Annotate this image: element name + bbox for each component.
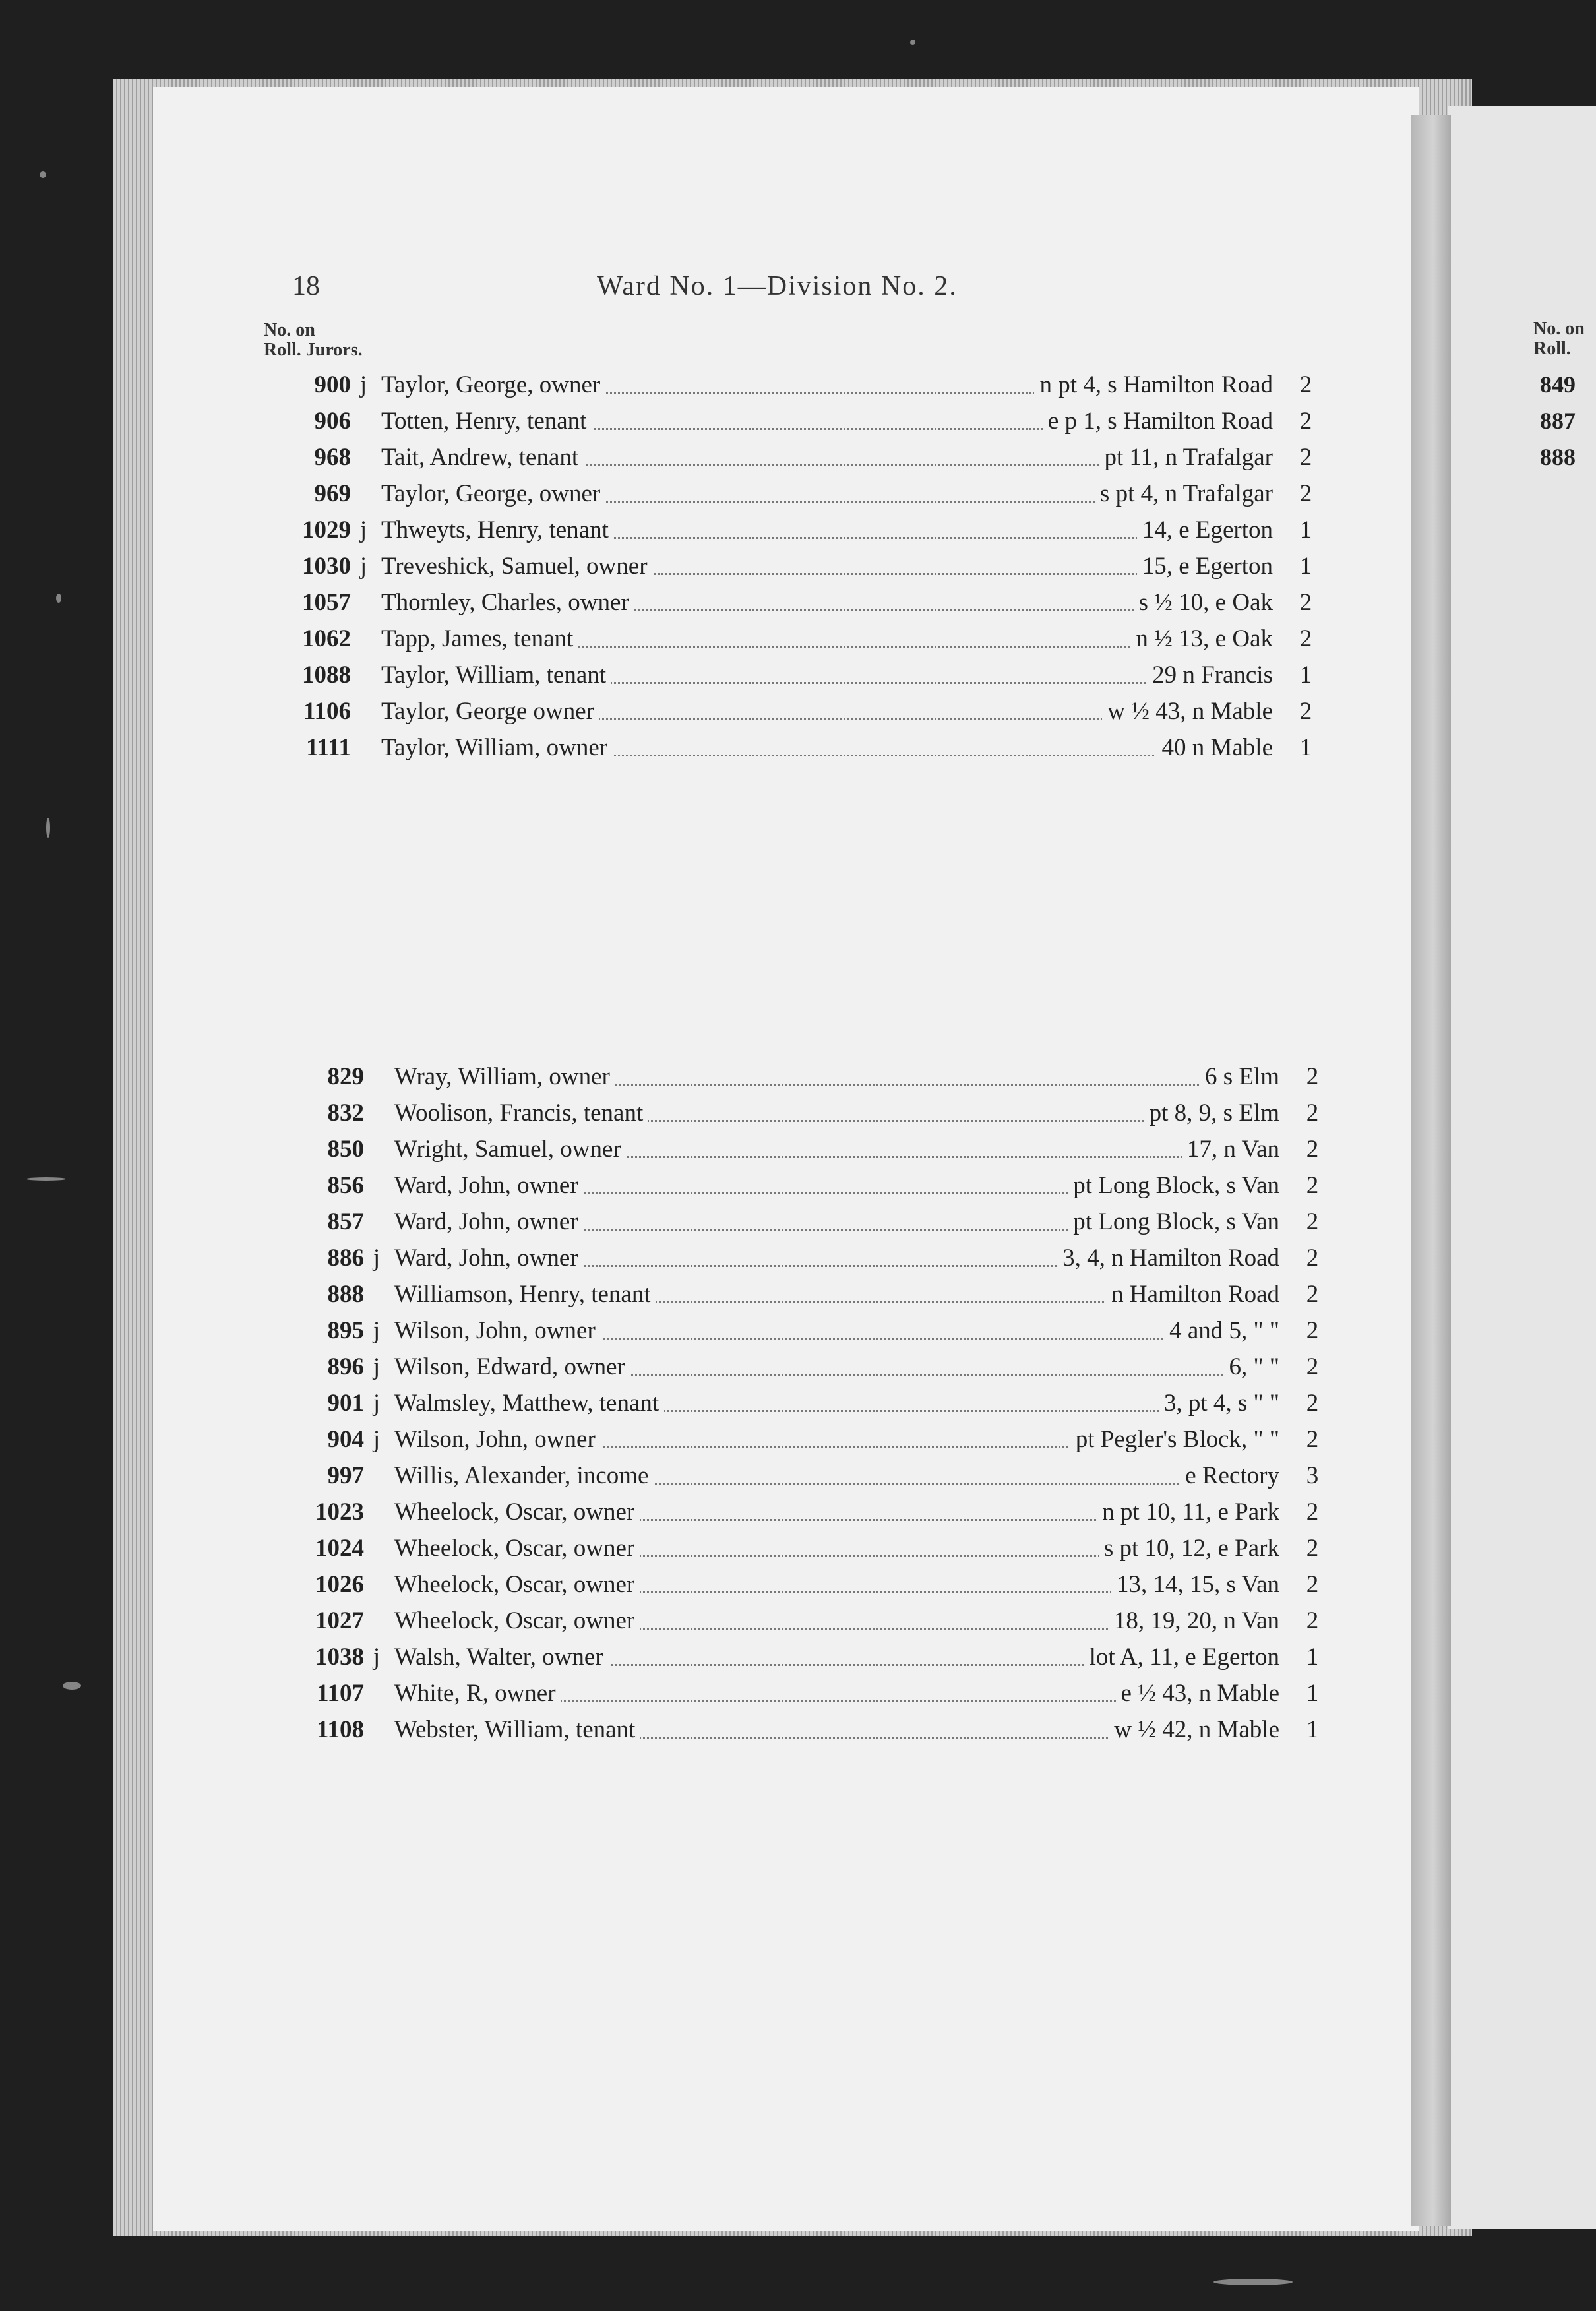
juror-entry xyxy=(290,1385,1326,1421)
roll-number: 832 xyxy=(327,1099,364,1126)
juror-count: 3 xyxy=(1306,1462,1319,1489)
roll-number: 886 xyxy=(327,1245,364,1272)
juror-count: 2 xyxy=(1306,1317,1319,1344)
juror-count: 2 xyxy=(1306,1390,1319,1417)
juror-count: 1 xyxy=(1299,662,1312,689)
juror-list-t xyxy=(290,367,1319,766)
roll-number: 1026 xyxy=(315,1571,364,1598)
property-location: pt Long Block, s Van xyxy=(1068,1204,1279,1240)
roll-number: 906 xyxy=(314,408,351,435)
juror-mark: j xyxy=(359,371,367,398)
juror-name: Taylor, William, tenant xyxy=(381,657,611,693)
property-location: w ½ 43, n Mable xyxy=(1102,693,1273,729)
roll-number: 895 xyxy=(327,1317,364,1344)
roll-number: 1038 xyxy=(315,1644,364,1671)
property-location: pt Pegler's Block, " " xyxy=(1070,1421,1279,1458)
juror-entry xyxy=(290,729,1319,766)
juror-count: 2 xyxy=(1306,1353,1319,1380)
juror-entry xyxy=(290,1204,1326,1240)
juror-name: Walsh, Walter, owner xyxy=(394,1639,609,1675)
roll-number: 1107 xyxy=(317,1680,364,1707)
juror-count: 2 xyxy=(1306,1245,1319,1272)
column-heading-line-1: No. on xyxy=(264,320,315,340)
roll-number: 901 xyxy=(327,1390,364,1417)
juror-name: Woolison, Francis, tenant xyxy=(394,1095,648,1131)
juror-entry xyxy=(290,367,1319,403)
book-gutter xyxy=(1411,115,1451,2226)
juror-entry xyxy=(290,1566,1326,1603)
juror-count: 1 xyxy=(1299,734,1312,761)
column-heading-line-2: Roll. Jurors. xyxy=(264,340,363,360)
roll-number: 968 xyxy=(314,444,351,471)
juror-name: Willis, Alexander, income xyxy=(394,1458,654,1494)
juror-name: Taylor, William, owner xyxy=(381,729,613,766)
facing-roll-number: 849 xyxy=(1540,371,1576,398)
juror-entry xyxy=(290,621,1319,657)
scan-speck xyxy=(56,594,61,603)
juror-list-w xyxy=(290,1059,1326,1748)
juror-entry xyxy=(290,1059,1326,1095)
juror-name: Webster, William, tenant xyxy=(394,1711,640,1748)
scan-speck xyxy=(1213,2279,1293,2285)
roll-number: 969 xyxy=(314,480,351,507)
roll-number: 1111 xyxy=(306,734,351,761)
juror-entry xyxy=(290,548,1319,584)
juror-name: Tapp, James, tenant xyxy=(381,621,578,657)
property-location: 40 n Mable xyxy=(1156,729,1273,766)
juror-entry xyxy=(290,476,1319,512)
juror-name: Taylor, George, owner xyxy=(381,367,605,403)
property-location: s ½ 10, e Oak xyxy=(1134,584,1273,621)
scan-speck xyxy=(40,171,46,178)
juror-name: Wray, William, owner xyxy=(394,1059,615,1095)
facing-heading-line-2: Roll. xyxy=(1533,338,1571,359)
juror-entry xyxy=(290,693,1319,729)
juror-count: 2 xyxy=(1306,1172,1319,1199)
property-location: w ½ 42, n Mable xyxy=(1109,1711,1279,1748)
roll-number: 1057 xyxy=(302,589,351,616)
juror-count: 2 xyxy=(1306,1063,1319,1090)
roll-number: 856 xyxy=(327,1172,364,1199)
property-location: 6, " " xyxy=(1224,1349,1279,1385)
juror-count: 2 xyxy=(1306,1571,1319,1598)
property-location: 13, 14, 15, s Van xyxy=(1111,1566,1279,1603)
juror-mark: j xyxy=(373,1245,381,1272)
juror-count: 1 xyxy=(1306,1680,1319,1707)
roll-number: 1029 xyxy=(302,516,351,543)
juror-name: White, R, owner xyxy=(394,1675,561,1711)
roll-number: 900 xyxy=(314,371,351,398)
juror-entry xyxy=(290,1711,1326,1748)
property-location: s pt 10, 12, e Park xyxy=(1099,1530,1279,1566)
juror-count: 1 xyxy=(1299,516,1312,543)
juror-count: 2 xyxy=(1306,1498,1319,1525)
juror-entry xyxy=(290,584,1319,621)
juror-name: Ward, John, owner xyxy=(394,1240,584,1276)
juror-count: 1 xyxy=(1299,553,1312,580)
roll-number: 904 xyxy=(327,1426,364,1453)
juror-name: Totten, Henry, tenant xyxy=(381,403,592,439)
juror-entry xyxy=(290,1458,1326,1494)
juror-count: 2 xyxy=(1299,444,1312,471)
juror-count: 2 xyxy=(1306,1099,1319,1126)
juror-entry xyxy=(290,1494,1326,1530)
roll-number: 850 xyxy=(327,1136,364,1163)
roll-number: 1024 xyxy=(315,1535,364,1562)
juror-name: Treveshick, Samuel, owner xyxy=(381,548,653,584)
property-location: pt 8, 9, s Elm xyxy=(1144,1095,1279,1131)
roll-number: 829 xyxy=(327,1063,364,1090)
property-location: 3, 4, n Hamilton Road xyxy=(1057,1240,1279,1276)
juror-entry xyxy=(290,512,1319,548)
facing-page-heading xyxy=(1533,319,1585,359)
property-location: s pt 4, n Trafalgar xyxy=(1095,476,1273,512)
juror-count: 2 xyxy=(1306,1607,1319,1634)
page-number: 18 xyxy=(292,271,320,301)
scan-speck xyxy=(46,818,50,838)
juror-entry xyxy=(290,1530,1326,1566)
roll-number: 1088 xyxy=(302,662,351,689)
property-location: 4 and 5, " " xyxy=(1164,1312,1279,1349)
juror-count: 1 xyxy=(1306,1716,1319,1743)
juror-mark: j xyxy=(373,1644,381,1671)
juror-name: Wheelock, Oscar, owner xyxy=(394,1566,640,1603)
juror-entry xyxy=(290,1240,1326,1276)
facing-heading-line-1: No. on xyxy=(1533,319,1585,339)
roll-number: 1030 xyxy=(302,553,351,580)
juror-entry xyxy=(290,1675,1326,1711)
property-location: 6 s Elm xyxy=(1200,1059,1279,1095)
juror-entry xyxy=(290,1603,1326,1639)
property-location: e p 1, s Hamilton Road xyxy=(1043,403,1273,439)
juror-count: 2 xyxy=(1306,1136,1319,1163)
property-location: e ½ 43, n Mable xyxy=(1116,1675,1279,1711)
juror-count: 2 xyxy=(1299,625,1312,652)
juror-entry xyxy=(290,439,1319,476)
property-location: pt Long Block, s Van xyxy=(1068,1167,1279,1204)
juror-name: Wheelock, Oscar, owner xyxy=(394,1494,640,1530)
property-location: 14, e Egerton xyxy=(1137,512,1273,548)
juror-name: Wilson, John, owner xyxy=(394,1421,601,1458)
juror-name: Wilson, Edward, owner xyxy=(394,1349,630,1385)
property-location: n Hamilton Road xyxy=(1106,1276,1279,1312)
juror-name: Ward, John, owner xyxy=(394,1204,584,1240)
juror-entry xyxy=(290,1276,1326,1312)
column-headings xyxy=(264,321,363,360)
roll-number: 1106 xyxy=(303,698,351,725)
juror-name: Wright, Samuel, owner xyxy=(394,1131,627,1167)
juror-name: Walmsley, Matthew, tenant xyxy=(394,1385,664,1421)
juror-count: 2 xyxy=(1299,589,1312,616)
juror-entry xyxy=(290,1312,1326,1349)
juror-count: 2 xyxy=(1299,698,1312,725)
juror-name: Wilson, John, owner xyxy=(394,1312,601,1349)
juror-mark: j xyxy=(373,1390,381,1417)
scan-speck xyxy=(63,1682,81,1690)
juror-entry xyxy=(290,1095,1326,1131)
juror-entry xyxy=(290,1349,1326,1385)
roll-number: 896 xyxy=(327,1353,364,1380)
roll-number: 888 xyxy=(327,1281,364,1308)
juror-entry xyxy=(290,1639,1326,1675)
juror-count: 2 xyxy=(1299,371,1312,398)
roll-number: 1023 xyxy=(315,1498,364,1525)
roll-number: 997 xyxy=(327,1462,364,1489)
juror-entry xyxy=(290,1167,1326,1204)
property-location: 18, 19, 20, n Van xyxy=(1109,1603,1279,1639)
juror-count: 2 xyxy=(1299,480,1312,507)
juror-count: 2 xyxy=(1306,1426,1319,1453)
juror-mark: j xyxy=(373,1353,381,1380)
facing-roll-number: 887 xyxy=(1540,408,1576,434)
juror-name: Thweyts, Henry, tenant xyxy=(381,512,614,548)
facing-roll-number: 888 xyxy=(1540,444,1576,470)
property-location: n pt 4, s Hamilton Road xyxy=(1034,367,1273,403)
juror-name: Taylor, George, owner xyxy=(381,476,605,512)
juror-name: Williamson, Henry, tenant xyxy=(394,1276,656,1312)
juror-entry xyxy=(290,1131,1326,1167)
property-location: n pt 10, 11, e Park xyxy=(1097,1494,1279,1530)
property-location: 15, e Egerton xyxy=(1137,548,1273,584)
juror-count: 1 xyxy=(1306,1644,1319,1671)
juror-name: Thornley, Charles, owner xyxy=(381,584,634,621)
juror-entry xyxy=(290,403,1319,439)
juror-name: Ward, John, owner xyxy=(394,1167,584,1204)
scan-speck xyxy=(910,40,915,45)
property-location: n ½ 13, e Oak xyxy=(1130,621,1273,657)
juror-count: 2 xyxy=(1299,408,1312,435)
juror-mark: j xyxy=(373,1426,381,1453)
roll-number: 857 xyxy=(327,1208,364,1235)
juror-name: Wheelock, Oscar, owner xyxy=(394,1530,640,1566)
juror-entry xyxy=(290,657,1319,693)
juror-mark: j xyxy=(359,553,367,580)
property-location: pt 11, n Trafalgar xyxy=(1099,439,1273,476)
scan-speck xyxy=(26,1177,66,1181)
property-location: lot A, 11, e Egerton xyxy=(1084,1639,1279,1675)
juror-entry xyxy=(290,1421,1326,1458)
property-location: 29 n Francis xyxy=(1147,657,1273,693)
juror-name: Tait, Andrew, tenant xyxy=(381,439,584,476)
juror-count: 2 xyxy=(1306,1535,1319,1562)
juror-mark: j xyxy=(373,1317,381,1344)
juror-mark: j xyxy=(359,516,367,543)
roll-number: 1027 xyxy=(315,1607,364,1634)
facing-page-numbers xyxy=(1540,367,1576,476)
property-location: e Rectory xyxy=(1180,1458,1279,1494)
juror-count: 2 xyxy=(1306,1208,1319,1235)
property-location: 17, n Van xyxy=(1182,1131,1279,1167)
juror-count: 2 xyxy=(1306,1281,1319,1308)
roll-number: 1062 xyxy=(302,625,351,652)
running-head: Ward No. 1—Division No. 2. xyxy=(597,271,958,301)
juror-name: Wheelock, Oscar, owner xyxy=(394,1603,640,1639)
property-location: 3, pt 4, s " " xyxy=(1159,1385,1279,1421)
roll-number: 1108 xyxy=(317,1716,364,1743)
juror-name: Taylor, George owner xyxy=(381,693,599,729)
